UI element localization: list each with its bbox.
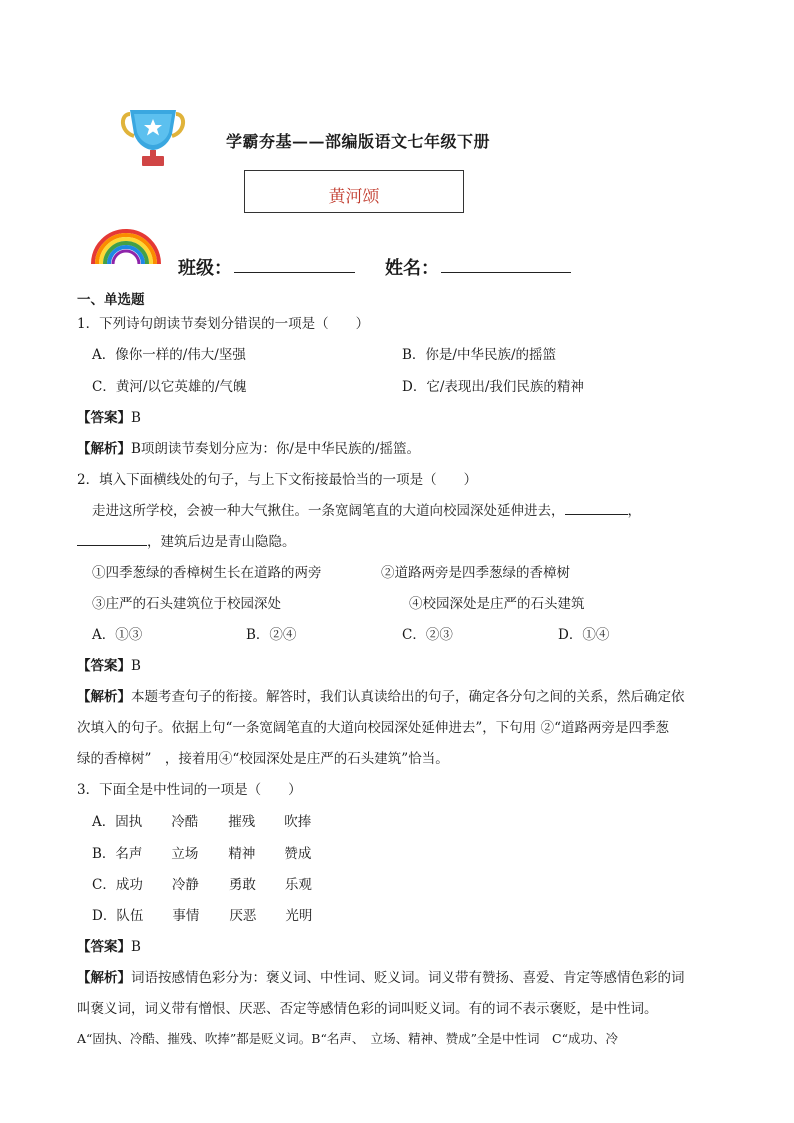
q3-word: 乐观 [284,877,312,893]
q2-passage-text-2: ，建筑后边是青山隐隐。 [147,534,296,550]
q3-word: 光明 [285,908,313,924]
rainbow-icon [89,226,163,266]
q2-answer [77,654,141,674]
answer-tag: 【答案】 [77,939,131,955]
q3-analysis-line-3: A“固执、冷酷、摧残、吹捧”都是贬义词。B“名声、 立场、精神、赞成”全是中性词 C“成功、冷 [77,1031,618,1046]
q3-word: 厌恶 [229,908,257,924]
analysis-tag: 【解析】 [77,441,131,457]
name-label: 姓名： [385,258,439,279]
q3-stem: 3．下面全是中性词的一项是（ ） [77,782,302,798]
q3-word: 冷静 [171,877,199,893]
q1-stem: 1．下列诗句朗读节奏划分错误的一项是（ ） [77,316,370,332]
q3-word: 吹捧 [284,814,312,830]
q2-sentence-4: ④校园深处是庄严的石头建筑 [409,596,585,612]
q3-word: 队伍 [116,908,144,924]
q2-analysis-text-1: 本题考查句子的衔接。解答时，我们认真读给出的句子，确定各分句之间的关系，然后确定依 [131,689,685,705]
q1-answer [77,406,141,426]
q3-word: 摧残 [228,814,256,830]
q3-analysis-line-2: 叫褒义词，词义带有憎恨、厌恶、否定等感情色彩的词叫贬义词。有的词不表示褒贬，是中性词。 [77,1001,658,1017]
q3-word: 精神 [228,846,256,862]
trophy-icon [118,108,188,170]
q3-answer-value: B [131,939,141,955]
lesson-title-box [244,170,464,213]
q3-word: 赞成 [284,846,312,862]
q3-word: 立场 [171,846,199,862]
q2-analysis-line-3: 绿的香樟树” ，接着用④“校园深处是庄严的石头建筑”恰当。 [77,751,449,767]
q3-option-a[interactable] [92,810,311,830]
analysis-tag: 【解析】 [77,970,131,986]
lesson-title: 黄河颂 [328,187,380,207]
q2-blank-2[interactable] [77,531,147,546]
q3-word: 成功 [115,877,143,893]
q3-option-b[interactable] [92,842,311,862]
q2-passage-line-2 [77,530,296,550]
q3-analysis-text-1: 词语按感情色彩分为：褒义词、中性词、贬义词。词义带有赞扬、喜爱、肯定等感情色彩的词 [131,970,685,986]
q3-word: 事情 [172,908,200,924]
q3-word: 勇敢 [228,877,256,893]
q2-sentence-2: ②道路两旁是四季葱绿的香樟树 [381,565,570,581]
answer-tag: 【答案】 [77,410,131,426]
q2-sentence-3: ③庄严的石头建筑位于校园深处 [92,596,281,612]
q1-option-a[interactable]: A．像你一样的/伟大/坚强 [92,347,246,363]
class-label: 班级： [178,258,232,279]
q3-option-c[interactable] [92,873,312,893]
q3-option-letter: B． [92,846,116,862]
q2-passage-text-1: 走进这所学校，会被一种大气揪住。一条宽阔笔直的大道向校园深处延伸进去， [92,503,565,519]
q3-option-letter: D． [92,908,117,924]
analysis-tag: 【解析】 [77,689,131,705]
q2-option-d[interactable]: D．①④ [558,627,610,643]
document-title: 学霸夯基——部编版语文七年级下册 [226,132,491,151]
q3-word: 名声 [115,846,143,862]
q2-stem: 2．填入下面横线处的句子，与上下文衔接最恰当的一项是（ ） [77,472,478,488]
q3-option-letter: A． [92,814,116,830]
q2-analysis-line-1 [77,685,685,705]
q3-word: 冷酷 [171,814,199,830]
answer-tag: 【答案】 [77,658,131,674]
q1-analysis [77,437,420,457]
q2-answer-value: B [131,658,141,674]
class-input-line[interactable] [234,272,355,273]
q1-option-d[interactable]: D．它/表现出/我们民族的精神 [402,379,584,395]
q1-analysis-text: B项朗读节奏划分应为：你/是中华民族的/摇篮。 [131,441,421,457]
q1-answer-value: B [131,410,141,426]
q3-word: 固执 [115,814,143,830]
q2-blank-1[interactable] [565,500,628,515]
q2-passage-comma: ， [627,503,641,519]
q2-option-b[interactable]: B．②④ [246,627,297,643]
name-input-line[interactable] [441,272,571,273]
q3-analysis-line-1 [77,966,685,986]
q3-option-d[interactable] [92,904,312,924]
q3-answer [77,935,141,955]
q2-passage-line-1 [92,499,641,519]
q1-option-c[interactable]: C．黄河/以它英雄的/气魄 [92,379,247,395]
q2-option-c[interactable]: C．②③ [402,627,453,643]
q2-analysis-line-2: 次填入的句子。依据上句“一条宽阔笔直的大道向校园深处延伸进去”，下句用 ②“道路两旁是四季葱 [77,720,669,736]
q2-option-a[interactable]: A．①③ [92,627,143,643]
section-heading: 一、单选题 [77,292,145,308]
q3-option-letter: C． [92,877,116,893]
q1-option-b[interactable]: B．你是/中华民族/的摇篮 [402,347,557,363]
q2-sentence-1: ①四季葱绿的香樟树生长在道路的两旁 [92,565,322,581]
